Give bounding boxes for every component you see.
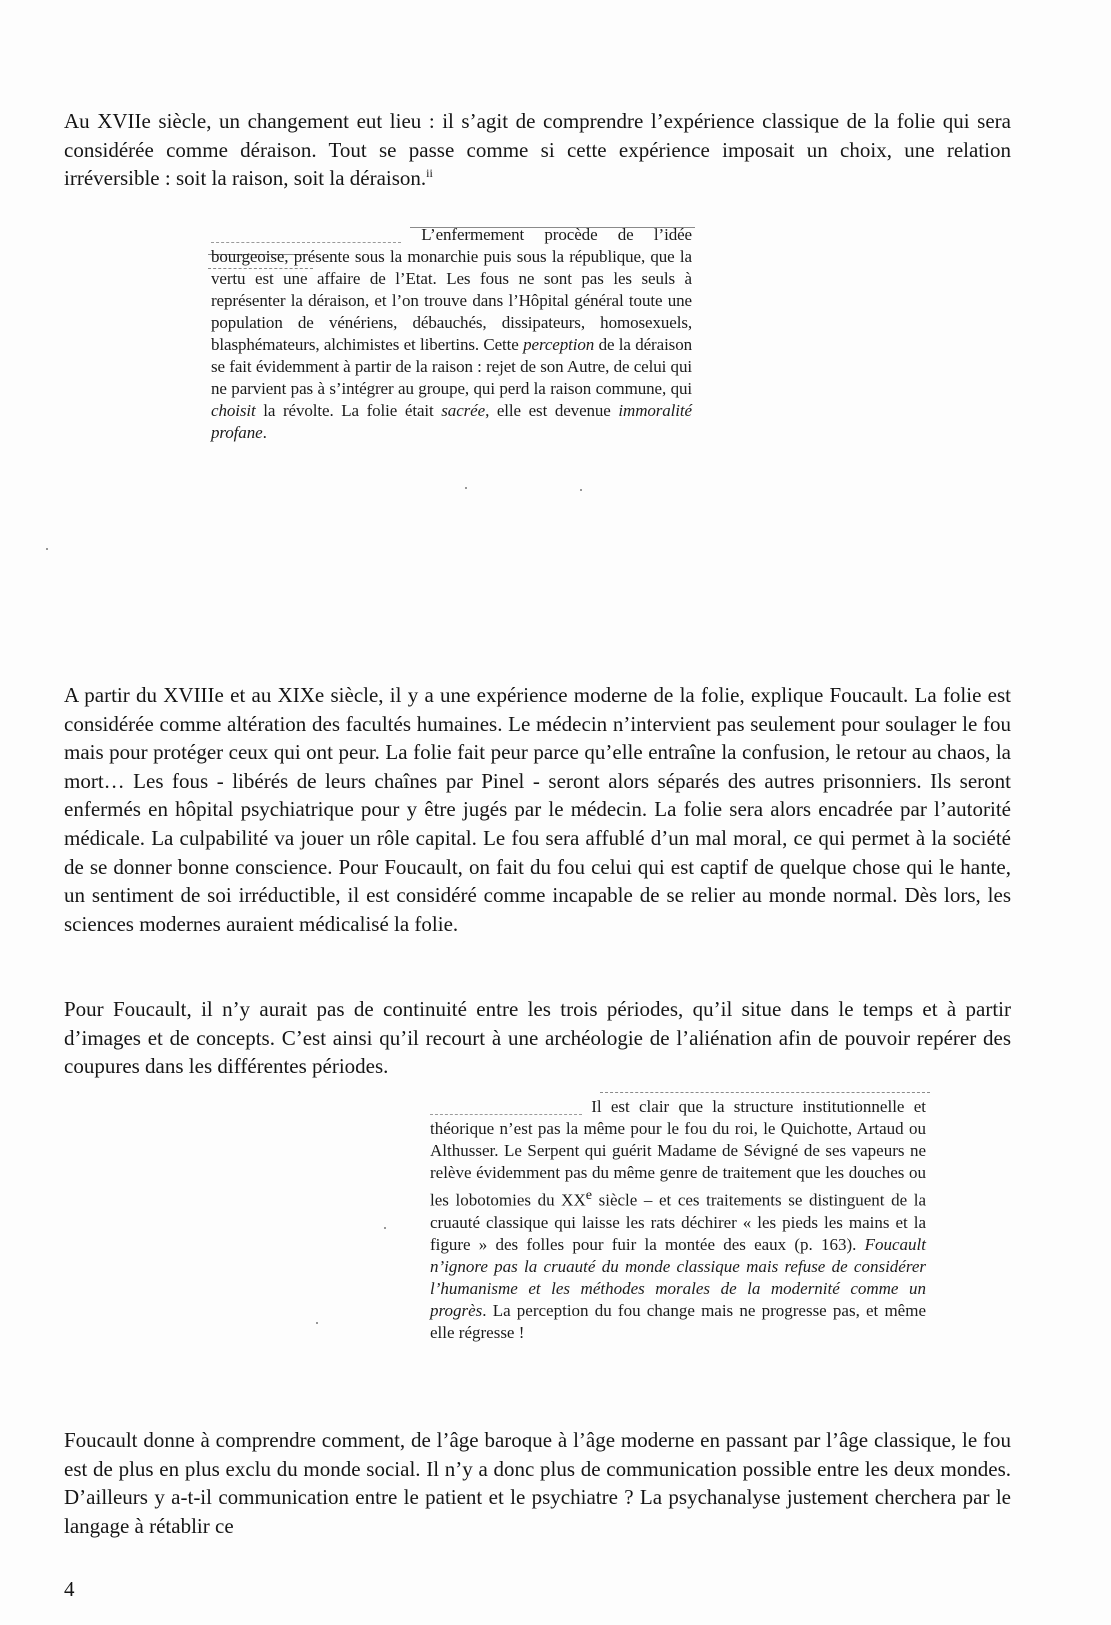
quote-emphasis: choisit: [211, 401, 256, 420]
clipping-lead-dashes: [211, 230, 401, 243]
quote-emphasis: Foucault n’ignore pas la cruauté du monde classique mais refuse de considérer l’humanisme et les méthodes morales de la modernité comme un progrès: [430, 1234, 926, 1320]
clipping-lead-dashes: [430, 1102, 582, 1115]
paragraph-classical-age-text: Au XVIIe siècle, un changement eut lieu : il s’agit de comprendre l’expérience classique de la folie qui sera considérée comme déraison. Tout se passe comme si cette expérience imposait un choix, une relation irréversible : soit la raison, soit la déraison.: [64, 109, 1011, 191]
scan-speck: [465, 487, 467, 489]
page-number: 4: [64, 1577, 75, 1601]
scan-speck: [384, 1227, 386, 1229]
quote-text: L’enfermement procède de l’idée bourgeoise, présente sous la monarchie puis sous la république, que la vertu est une affaire de l’Etat. Les fous ne sont pas les seuls à représenter la déraison, et l’on trouve dans l’Hôpital général toute une population de vénériens, débauchés, dissipateurs, homosexuels, blasphémateurs, alchimistes et libertins. Cette: [211, 225, 692, 354]
paragraph-classical-age: [64, 107, 1011, 193]
quote-text: . La perception du fou change mais ne progresse pas, et même elle régresse !: [430, 1300, 926, 1342]
footnote-reference[interactable]: ii: [426, 166, 433, 181]
scan-speck: [316, 1322, 318, 1324]
quote-emphasis: perception: [523, 335, 595, 354]
quote-text: .: [262, 423, 267, 442]
quote-text: la révolte. La folie était: [255, 401, 442, 420]
quote-emphasis: immoralité profane: [211, 401, 692, 442]
quote-text: , elle est devenue: [485, 401, 619, 420]
quoted-excerpt-structure: [430, 1096, 926, 1344]
quote-superscript: e: [585, 1187, 593, 1203]
quote-emphasis: sacrée: [441, 401, 486, 420]
paragraph-exclusion: Foucault donne à comprendre comment, de l’âge baroque à l’âge moderne en passant par l’âge classique, le fou est de plus en plus exclu du monde social. Il n’y a donc plus de communication possible entre les deux mondes. D’ailleurs y a-t-il communication entre le patient et le psychiatre ? La psychanalyse justement cherchera par le langage à rétablir ce: [64, 1428, 1011, 1538]
paragraph-modern-age: A partir du XVIIIe et au XIXe siècle, il y a une expérience moderne de la folie, explique Foucault. La folie est considérée comme altération des facultés humaines. Le médecin n’intervient pas seulement pour soulager le fou mais pour protéger ceux qui ont peur. La folie fait peur parce qu’elle entraîne la confusion, le retour au chaos, la mort… Les fous - libérés de leurs chaînes par Pinel - seront alors séparés des autres prisonniers. Ils seront enfermés en hôpital psychiatrique pour y être jugés par le médecin. La folie sera alors encadrée par l’autorité médicale. La culpabilité va jouer un rôle capital. Le fou sera affublé d’un mal moral, ce qui permet à la société de se donner bonne conscience. Pour Foucault, on fait du fou celui qui est captif de quelque chose qui le hante, un sentiment de soi irréductible, il est considéré comme incapable de se relier au monde normal. Dès lors, les sciences modernes auraient médicalisé la folie.: [64, 683, 1011, 936]
quote-text: Il est clair que la structure institutionnelle et théorique n’est pas la même pour le fou du roi, le Quichotte, Artaud ou Althusser. Le Serpent qui guérit Madame de Sévigné de ses vapeurs ne relève évidemment pas du même genre de traitement que les douches ou les lobotomies du XX: [430, 1097, 926, 1210]
scan-speck: [580, 489, 582, 491]
clipping-edge: [600, 1092, 930, 1093]
quote-text: siècle – et ces traitements se distinguent de la cruauté classique qui laisse les rats déchirer « les pieds les mains et la figure » des folles pour fuir la montée des eaux (p. 163).: [430, 1190, 926, 1254]
paragraph-continuity: Pour Foucault, il n’y aurait pas de continuité entre les trois périodes, qu’il situe dans le temps et à partir d’images et de concepts. C’est ainsi qu’il recourt à une archéologie de l’aliénation afin de pouvoir repérer des coupures dans les différentes périodes.: [64, 997, 1011, 1079]
quote-text: de la déraison se fait évidemment à partir de la raison : rejet de son Autre, de celui qui ne parvient pas à s’intégrer au groupe, qui perd la raison commune, qui: [211, 335, 693, 398]
quoted-excerpt-enfermement: [211, 224, 692, 444]
scan-speck: [46, 548, 48, 550]
